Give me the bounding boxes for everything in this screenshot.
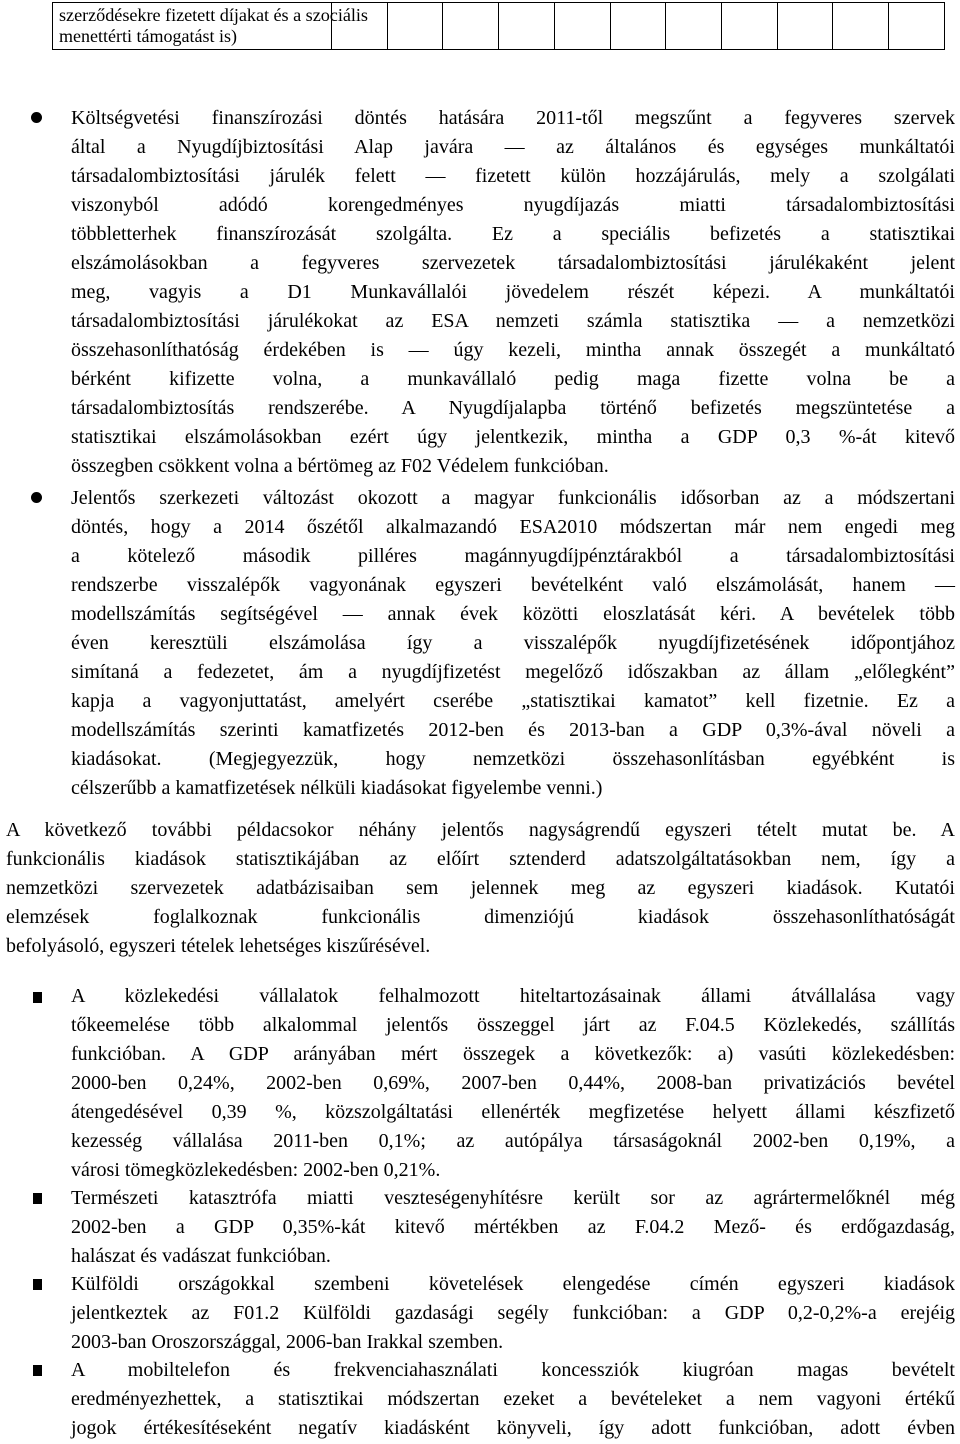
bullet-item-transport-debt (71, 982, 955, 1185)
table-cell (666, 3, 722, 50)
table-cell (722, 3, 778, 50)
text-line: rendszerbe visszalépők vagyonának egyszeri bevételként való elszámolását, hanem — (71, 574, 955, 596)
text-line: jogok értékesítéseként negatív kiadásként könyveli, így adott funkcióban, adott évben (71, 1417, 955, 1439)
text-line: funkcionális kiadások statisztikájában az előírt sztenderd adatszolgáltatásokban nem, így a (6, 848, 955, 870)
text-line: Külföldi országokkal szembeni követelések elengedése címén egyszeri kiadások (71, 1273, 955, 1295)
table-cell (554, 3, 610, 50)
text-line: kezesség vállalása 2011-ben 0,1%; az autópálya társaságoknál 2002-ben 0,19%, a (71, 1130, 955, 1152)
text-line: tőkeemelése több alkalommal jelentős összeggel járt az F.04.5 Közlekedés, szállítás (71, 1014, 955, 1036)
table-row (53, 3, 945, 50)
text-line: funkcióban. A GDP arányában mért összegek a következők: a) vasúti közlekedésben: (71, 1043, 955, 1065)
text-line: meg, vagyis a D1 Munkavállalói jövedelem részét képezi. A munkáltatói (71, 281, 955, 303)
text-line: társadalombiztosítás rendszerébe. A Nyugdíjalapba történő befizetés megszüntetése a (71, 397, 955, 419)
bullet-dot-icon (31, 492, 42, 503)
text-line: A mobiltelefon és frekvenciahasználati koncessziók kiugróan magas bevételt (71, 1359, 955, 1381)
table-cell (499, 3, 555, 50)
text-line: eredményezhettek, a statisztikai módszertan ezeket a bevételeket a nem vagyoni értékű (71, 1388, 955, 1410)
table-fragment (52, 2, 945, 50)
text-line: kiadásokat. (Megjegyezzük, hogy nemzetközi összehasonlításban egyébként is (71, 748, 955, 770)
table-cell (777, 3, 833, 50)
bullet-square-icon (33, 992, 42, 1003)
text-line: Jelentős szerkezeti változást okozott a magyar funkcionális idősorban az a módszertani (71, 487, 955, 509)
text-line: modellszámítás szerinti kamatfizetés 2012-ben és 2013-ban a GDP 0,3%-ával növeli a (71, 719, 955, 741)
text-line: simítaná a fedezetet, ám a nyugdíjfizetést megelőző időszakban az állam „előlegként” (71, 661, 955, 683)
text-line: a kötelező második pilléres magánnyugdíjpénztárakból a társadalombiztosítási (71, 545, 955, 567)
text-line: döntés, hogy a 2014 őszétől alkalmazandó ESA2010 módszertan már nem engedi meg (71, 516, 955, 538)
text-line: többletterhek finanszírozását szolgálta. Ez a speciális befizetés a statisztikai (71, 223, 955, 245)
text-line: bérként kifizette volna, a munkavállaló pedig maga fizette volna be a (71, 368, 955, 390)
text-line: 2000-ben 0,24%, 2002-ben 0,69%, 2007-ben 0,44%, 2008-ban privatizációs bevétel (71, 1072, 955, 1094)
bullet-item-natural-disaster (71, 1184, 955, 1271)
table-cell (443, 3, 499, 50)
text-line: viszonyból adódó korengedményes nyugdíjazás miatti társadalombiztosítási (71, 194, 955, 216)
bullet-square-icon (33, 1279, 42, 1290)
table-cell (387, 3, 443, 50)
text-line: átengedésével 0,39 %, közszolgáltatási ellenérték megfizetése helyett állami készfizető (71, 1101, 955, 1123)
table-cell (889, 3, 945, 50)
table-label-line: menettérti támogatást is) (59, 26, 237, 46)
text-line: befolyásoló, egyszeri tételek lehetséges kiszűrésével. (6, 935, 431, 957)
text-line: elemzések foglalkoznak funkcionális dimenziójú kiadások összehasonlíthatóságát (6, 906, 955, 928)
text-line: A közlekedési vállalatok felhalmozott hiteltartozásainak állami átvállalása vagy (71, 985, 955, 1007)
bullet-item-esa2010-change (71, 484, 955, 803)
text-line: társadalombiztosítási járulékokat az ESA nemzeti számla statisztika — a nemzetközi (71, 310, 955, 332)
text-line: 2002-ben a GDP 0,35%-kát kitevő mértékben az F.04.2 Mező- és erdőgazdaság, (71, 1216, 955, 1238)
text-line: halászat és vadászat funkcióban. (71, 1245, 331, 1267)
text-line: városi tömegközlekedésben: 2002-ben 0,21%. (71, 1159, 441, 1181)
text-line: Költségvetési finanszírozási döntés hatására 2011-től megszűnt a fegyveres szervek (71, 107, 955, 129)
text-line: nemzetközi szervezetek adatbázisaiban sem jelennek meg az egyszeri kiadások. Kutatói (6, 877, 955, 899)
text-line: célszerűbb a kamatfizetések nélküli kiadásokat figyelembe venni.) (71, 777, 603, 799)
text-line: társadalombiztosítási járulék felett — fizetett külön hozzájárulás, mely a szolgálati (71, 165, 955, 187)
bullet-dot-icon (31, 112, 42, 123)
text-line: kapja a vagyonjuttatást, amelyért cserébe „statisztikai kamatot” kell fizetnie. Ez a (71, 690, 955, 712)
text-line: éven keresztüli elszámolása így a visszalépők nyugdíjfizetésének időpontjához (71, 632, 955, 654)
bullet-square-icon (33, 1365, 42, 1376)
table-cell (833, 3, 889, 50)
table-label-line: szerződésekre fizetett díjakat és a szociális (59, 5, 368, 25)
bullet-item-foreign-claims (71, 1270, 955, 1357)
text-line: 2003-ban Oroszországgal, 2006-ban Irakkal szemben. (71, 1331, 504, 1353)
text-line: összehasonlíthatóság érdekében is — úgy kezeli, mintha annak összegét a munkáltató (71, 339, 955, 361)
text-line: statisztikai elszámolásokban ezért úgy jelentkezik, mintha a GDP 0,3 %-át kitevő (71, 426, 955, 448)
bullet-item-mobile-concession (71, 1356, 955, 1443)
table-cell (610, 3, 666, 50)
text-line: elszámolásokban a fegyveres szervezetek társadalombiztosítási járulékaként jelent (71, 252, 955, 274)
bullet-square-icon (33, 1193, 42, 1204)
table-label-cell (53, 3, 368, 50)
text-line: jelentkeztek az F01.2 Külföldi gazdasági segély funkcióban: a GDP 0,2-0,2%-a erejéig (71, 1302, 955, 1324)
text-line: Természeti katasztrófa miatti veszteségenyhítésre került sor az agrártermelőknél még (71, 1187, 955, 1209)
text-line: A következő további példacsokor néhány jelentős nagyságrendű egyszeri tételt mutat be. A (6, 819, 955, 841)
text-line: által a Nyugdíjbiztosítási Alap javára — az általános és egységes munkáltatói (71, 136, 955, 158)
text-line: modellszámítás segítségével — annak évek közötti eloszlatását kéri. A bevételek több (71, 603, 955, 625)
text-line: összegben csökkent volna a bértömeg az F02 Védelem funkcióban. (71, 455, 609, 477)
bullet-item-pension-contribution (71, 104, 955, 481)
body-paragraph (6, 816, 955, 961)
